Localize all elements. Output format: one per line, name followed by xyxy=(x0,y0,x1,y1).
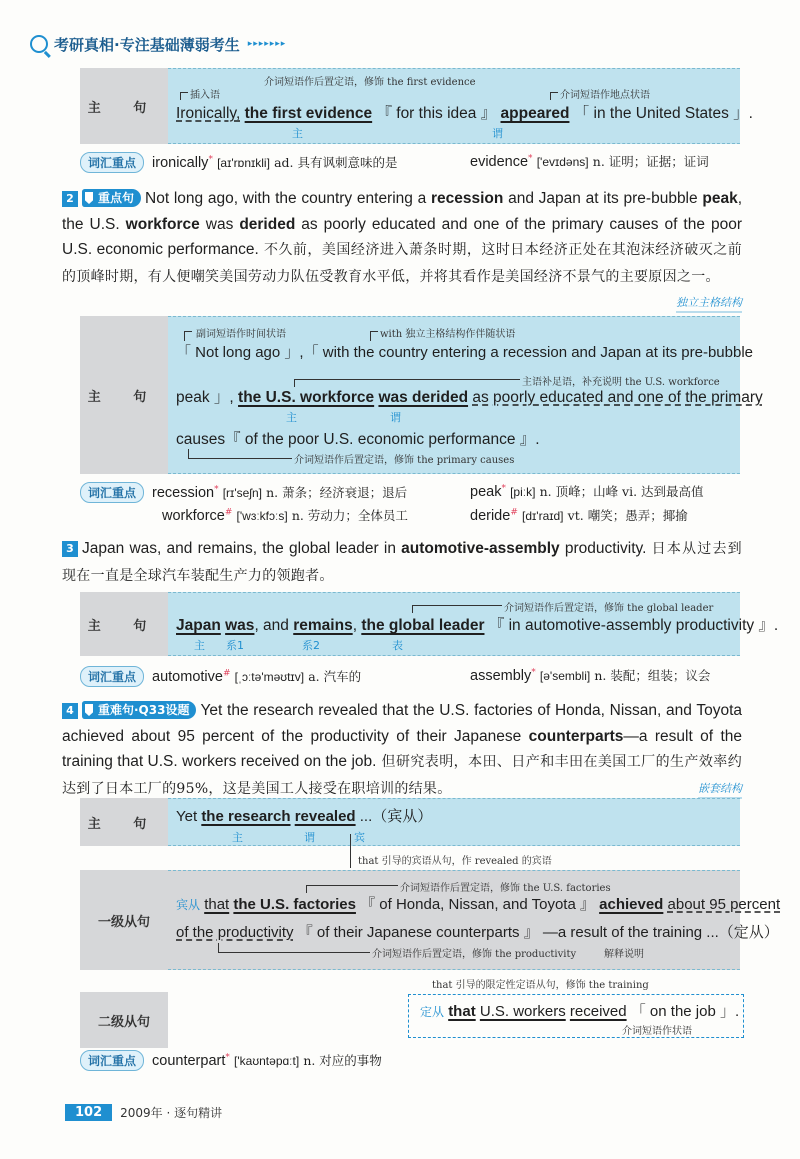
search-logo-icon xyxy=(30,35,48,53)
chinese-translation: 但研究表明，本田、日产和丰田在美国工厂的生产效率约达到了日本工厂的95%，这是美国工人接受在职培训的结果。 xyxy=(62,754,742,797)
sentence-paragraph-4: 4 重难句·Q33设题 Yet the research revealed that the U.S. factories of Honda, Nissan, and Toyota achieved about 95 percent of the productivity of their Japanese counterparts—a result of the training that U.S. workers received on the job. 但研究表明，本田、日产和丰田在美国工厂的生产效率约达到了日本工厂的95%，这是美国工人接受在职培训的结果。 嵌套结构 xyxy=(62,702,742,797)
sentence-paragraph-3: 3 Japan was, and remains, the global leader in automotive-assembly productivity. 日本从过去到现在一直是全球汽车装配生产力的领跑者。 xyxy=(62,540,742,584)
key-sentence-tag: 重点句 xyxy=(82,189,141,207)
block-label: 主 句 xyxy=(80,316,168,474)
sentence-line: Ironically, the first evidence 『 for this idea 』 appeared 「 in the United States 」. xyxy=(176,105,753,122)
vocab-row: 词汇重点 recession* [rɪ'seʃn] n. 萧条；经济衰退；退后 peak* [piːk] n. 顶峰；山峰 vi. 达到最高值 xyxy=(80,482,407,503)
analysis-block-3 xyxy=(80,592,779,656)
subject: the first evidence xyxy=(244,105,373,122)
analysis-block-4-level1 xyxy=(80,870,781,970)
subject: the U.S. workforce xyxy=(238,389,375,406)
page-footer xyxy=(65,1104,222,1121)
chinese-translation: 不久前，美国经济进入萧条时期，这时日本经济正处在其泡沫经济破灭之前的顶峰时期，有人便嘲笑美国劳动力队伍受教育水平低，并将其看作是美国经济不景气的主要原因之一。 xyxy=(62,242,742,285)
header-arrows-icon: ▸▸▸▸▸▸▸ xyxy=(247,39,287,49)
subject: the research xyxy=(201,808,291,825)
analysis-block-4-main xyxy=(80,798,740,846)
sentence-number: 4 xyxy=(62,703,78,719)
vocab-row: 词汇重点 counterpart* ['kaʊntəpɑːt] n. 对应的事物 xyxy=(80,1050,382,1071)
predicate: revealed xyxy=(294,808,356,825)
page-number: 102 xyxy=(65,1104,112,1121)
block-body: 介词短语作后置定语，修饰 the U.S. factories 宾从 that the U.S. factories 『 of Honda, Nissan, and Toyota 』 achieved about 95 percent of the productivity 『 of their Japanese counterparts 』 —a result of the training ...（定从） 介词短语作后置定语，修饰 the productivity 解释说明 xyxy=(168,870,740,970)
block-body: 介词短语作后置定语，修饰 the global leader Japan was, and remains, the global leader 『 in automotive-assembly productivity 』. 主 系1 系2 表 xyxy=(168,592,740,656)
page-header xyxy=(30,32,286,56)
linking-verb-2: remains xyxy=(293,617,353,634)
block-body: 定从 that U.S. workers received 「 on the job 」. 介词短语作状语 xyxy=(168,992,740,1048)
chinese-translation: 日本从过去到现在一直是全球汽车装配生产力的领跑者。 xyxy=(62,541,742,584)
vocab-row: 词汇重点 ironically* [aɪ'rɒnɪkli] ad. 具有讽刺意味的是 evidence* ['evɪdəns] n. 证明；证据；证词 xyxy=(80,152,397,173)
vocab-tag: 词汇重点 xyxy=(80,482,144,503)
subject: Japan xyxy=(176,617,221,634)
block-label: 主 句 xyxy=(80,592,168,656)
header-title: 考研真相·专注基础薄弱考生 xyxy=(54,35,240,54)
block-label: 二级从句 xyxy=(80,992,168,1048)
block-body: 副词短语作时间状语 with 独立主格结构作伴随状语 「 Not long ago 」,「 with the country entering a recession and Japan at its pre-bubble 主语补足语，补充说明 the U.S. workforce peak 」, the U.S. workforce was derided as poorly educated and one of the primary 主 谓 causes『 of the poor U.S. economic performance 』. 介词短语作后置定语，修饰 the primary causes xyxy=(168,316,740,474)
connector-note: that 引导的宾语从句，作 revealed 的宾语 xyxy=(358,856,552,867)
connector-note: that 引导的限定性定语从句，修饰 the training xyxy=(432,980,649,991)
footer-text: 2009年 · 逐句精讲 xyxy=(120,1106,223,1120)
annotation: 介词短语作后置定语，修饰 the first evidence xyxy=(264,77,476,88)
analysis-block-4-level2 xyxy=(80,992,740,1048)
difficult-sentence-tag: 重难句·Q33设题 xyxy=(82,701,196,719)
block-body: 介词短语作后置定语，修饰 the first evidence 插入语 介词短语作地点状语 Ironically, the first evidence 『 for this idea 』 appeared 「 in the United States 」. 主 谓 xyxy=(168,68,740,144)
structure-tag: 嵌套结构 xyxy=(698,781,742,799)
block-label: 一级从句 xyxy=(80,870,168,970)
sentence-paragraph-2: 2 重点句 Not long ago, with the country entering a recession and Japan at its pre-bubble peak, the U.S. workforce was derided as poorly educated and one of the primary causes of the poor U.S. economic performance. 不久前，美国经济进入萧条时期，这时日本经济正处在其泡沫经济破灭之前的顶峰时期，有人便嘲笑美国劳动力队伍受教育水平低，并将其看作是美国经济不景气的主要原因之一。 独立主格结构 xyxy=(62,186,742,313)
sentence-number: 2 xyxy=(62,191,78,207)
vocab-row: 词汇重点 automotive# [ˌɔːtə'məʊtɪv] a. 汽车的 assembly* [ə'sembli] n. 装配；组装；议会 xyxy=(80,666,361,687)
annotation: 插入语 xyxy=(190,90,220,101)
annotation: 介词短语作地点状语 xyxy=(560,90,650,101)
predicate: was derided xyxy=(378,389,469,406)
vocab-tag: 词汇重点 xyxy=(80,152,144,173)
vocab-row: workforce# ['wɜːkfɔːs] n. 劳动力；全体员工 deride# [dɪ'raɪd] vt. 嘲笑；愚弄；揶揄 xyxy=(162,507,688,524)
structure-tag: 独立主格结构 xyxy=(676,295,742,313)
vocab-tag: 词汇重点 xyxy=(80,1050,144,1071)
analysis-block-1 xyxy=(80,68,753,144)
sentence-number: 3 xyxy=(62,541,78,557)
vocab-tag: 词汇重点 xyxy=(80,666,144,687)
block-label: 主 句 xyxy=(80,68,168,144)
analysis-block-2 xyxy=(80,316,763,474)
block-body: Yet the research revealed ...（宾从） 主 谓 宾 xyxy=(168,798,740,846)
predicate: appeared xyxy=(500,105,570,122)
predicative: the global leader xyxy=(361,617,485,634)
block-label: 主 句 xyxy=(80,798,168,846)
linking-verb-1: was xyxy=(225,617,255,634)
